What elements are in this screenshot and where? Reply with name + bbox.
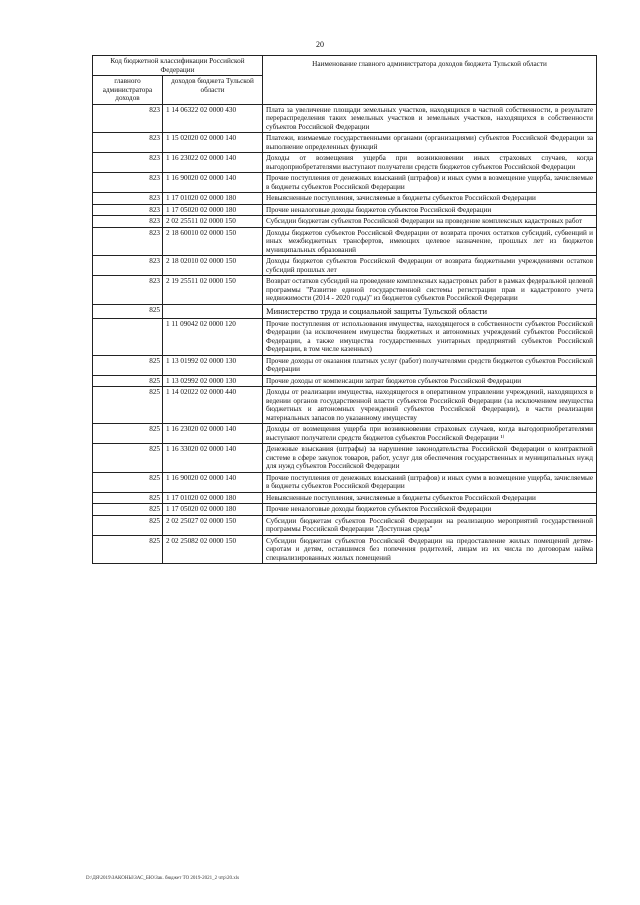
admin-code-cell: 823 xyxy=(93,193,163,205)
income-name-cell: Доходы бюджетов субъектов Российской Федерации от возврата прочих остатков субсидий, субвенций и иных межбюджетных трансфертов, имеющих целевое назначение, прошлых лет из бюджетов муниципальных образований xyxy=(263,227,597,256)
income-code-cell: 1 17 01020 02 0000 180 xyxy=(163,492,263,504)
income-code-cell: 2 18 02010 02 0000 150 xyxy=(163,256,263,276)
table-row xyxy=(93,355,597,375)
income-code-cell: 1 15 02020 02 0000 140 xyxy=(163,133,263,153)
income-code-cell: 2 18 60010 02 0000 150 xyxy=(163,227,263,256)
table-row xyxy=(93,133,597,153)
admin-code-cell: 825 xyxy=(93,424,163,444)
income-code-cell: 1 16 90020 02 0000 140 xyxy=(163,472,263,492)
income-code-cell: 1 14 06322 02 0000 430 xyxy=(163,104,263,133)
section-row xyxy=(93,304,597,318)
table-row xyxy=(93,515,597,535)
file-path-footer: D:\ДЯ\2019\ЗАКОНЫ\ЗАС_БЮ\Зак. бюджет ТО 2019-2021_2 чтр\20.xls xyxy=(86,876,240,881)
table-row xyxy=(93,318,597,355)
table-row xyxy=(93,375,597,387)
income-code-cell: 2 02 25027 02 0000 150 xyxy=(163,515,263,535)
admin-code-cell: 825 xyxy=(93,492,163,504)
admin-code-cell: 823 xyxy=(93,133,163,153)
table-row xyxy=(93,256,597,276)
table-row xyxy=(93,535,597,564)
income-code-cell: 1 17 05020 02 0000 180 xyxy=(163,504,263,516)
table-row xyxy=(93,216,597,228)
income-code-cell: 1 17 05020 02 0000 180 xyxy=(163,204,263,216)
header-name-col: Наименование главного администратора доходов бюджета Тульской области xyxy=(263,56,597,105)
table-row xyxy=(93,153,597,173)
income-name-cell: Прочие поступления от использования имущества, находящегося в собственности субъектов Российской Федерации (за исключением имущества бюджетных и автономных учреждений субъектов Российской Федерации, а также имущества государственных унитарных предприятий субъектов Российской Федерации, в том числе казенных) xyxy=(263,318,597,355)
table-row xyxy=(93,276,597,305)
table-row xyxy=(93,444,597,473)
income-code-cell: 1 16 23022 02 0000 140 xyxy=(163,153,263,173)
admin-code-cell: 823 xyxy=(93,204,163,216)
income-name-cell: Прочие поступления от денежных взысканий (штрафов) и иных сумм в возмещение ущерба, зачисляемые в бюджеты субъектов Российской Федерации xyxy=(263,472,597,492)
page-number: 20 xyxy=(316,40,324,49)
admin-code-cell: 825 xyxy=(93,444,163,473)
income-name-cell: Невыясненные поступления, зачисляемые в бюджеты субъектов Российской Федерации xyxy=(263,492,597,504)
income-name-cell: Прочие поступления от денежных взысканий (штрафов) и иных сумм в возмещение ущерба, зачисляемые в бюджеты субъектов Российской Федерации xyxy=(263,173,597,193)
table-row xyxy=(93,193,597,205)
admin-code-cell: 823 xyxy=(93,173,163,193)
income-name-cell: Субсидии бюджетам субъектов Российской Федерации на предоставление жилых помещений детям-сиротам и детям, оставшимся без попечения родителей, лицам из их числа по договорам найма специализированных жилых помещений xyxy=(263,535,597,564)
admin-code-cell: 825 xyxy=(93,375,163,387)
table-row xyxy=(93,173,597,193)
income-name-cell: Субсидии бюджетам субъектов Российской Федерации на проведение комплексных кадастровых работ xyxy=(263,216,597,228)
income-name-cell: Невыясненные поступления, зачисляемые в бюджеты субъектов Российской Федерации xyxy=(263,193,597,205)
income-code-cell: 1 16 23020 02 0000 140 xyxy=(163,424,263,444)
income-name-cell: Доходы от возмещения ущерба при возникновении страховых случаев, когда выгодоприобретателями выступают получатели средств бюджетов субъектов Российской Федерации ¹⁾ xyxy=(263,424,597,444)
income-code-cell: 1 13 02992 02 0000 130 xyxy=(163,375,263,387)
table-row xyxy=(93,504,597,516)
income-name-cell: Доходы от реализации имущества, находящегося в оперативном управлении учреждений, находящихся в ведении органов государственной власти субъектов Российской Федерации (за исключением имущества бюджетных и автономных учреждений субъектов Российской Федерации), в части реализации материальных запасов по указанному имуществу xyxy=(263,387,597,424)
income-name-cell: Денежные взыскания (штрафы) за нарушение законодательства Российской Федерации о контрактной системе в сфере закупок товаров, работ, услуг для обеспечения государственных и муниципальных нужд для нужд субъектов Российской Федерации xyxy=(263,444,597,473)
admin-code-cell: 823 xyxy=(93,216,163,228)
income-name-cell: Прочие доходы от компенсации затрат бюджетов субъектов Российской Федерации xyxy=(263,375,597,387)
header-row-1 xyxy=(93,56,597,76)
income-code-cell: 1 11 09042 02 0000 120 xyxy=(163,318,263,355)
income-code-cell: 2 02 25511 02 0000 150 xyxy=(163,216,263,228)
admin-code-cell: 825 xyxy=(93,304,163,318)
admin-code-cell xyxy=(93,318,163,355)
admin-code-cell: 825 xyxy=(93,472,163,492)
income-name-cell: Доходы бюджетов субъектов Российской Федерации от возврата бюджетными учреждениями остатков субсидий прошлых лет xyxy=(263,256,597,276)
admin-code-cell: 823 xyxy=(93,276,163,305)
income-name-cell: Министерство труда и социальной защиты Тульской области xyxy=(263,304,597,318)
income-code-cell: 1 16 33020 02 0000 140 xyxy=(163,444,263,473)
table-row xyxy=(93,104,597,133)
income-code-cell: 1 16 90020 02 0000 140 xyxy=(163,173,263,193)
admin-code-cell: 823 xyxy=(93,153,163,173)
table-row xyxy=(93,472,597,492)
income-code-cell: 2 19 25511 02 0000 150 xyxy=(163,276,263,305)
income-name-cell: Возврат остатков субсидий на проведение комплексных кадастровых работ в рамках федеральной целевой программы "Развитие единой государственной системы регистрации прав и кадастрового учета недвижимости (2014 - 2020 годы)" из бюджетов субъектов Российской Федерации xyxy=(263,276,597,305)
income-code-cell: 1 14 02022 02 0000 440 xyxy=(163,387,263,424)
admin-code-cell: 825 xyxy=(93,515,163,535)
income-name-cell: Доходы от возмещения ущерба при возникновении иных страховых случаев, когда выгодоприобретателями выступают получатели средств бюджетов субъектов Российской Федерации xyxy=(263,153,597,173)
header-code-group: Код бюджетной классификации Российской Федерации xyxy=(93,56,263,76)
table-row xyxy=(93,492,597,504)
header-income-col: доходов бюджета Тульской области xyxy=(163,76,263,105)
income-name-cell: Прочие неналоговые доходы бюджетов субъектов Российской Федерации xyxy=(263,204,597,216)
income-code-cell xyxy=(163,304,263,318)
table-row xyxy=(93,424,597,444)
table-row xyxy=(93,204,597,216)
income-code-cell: 2 02 25082 02 0000 150 xyxy=(163,535,263,564)
income-name-cell: Прочие неналоговые доходы бюджетов субъектов Российской Федерации xyxy=(263,504,597,516)
admin-code-cell: 823 xyxy=(93,104,163,133)
admin-code-cell: 825 xyxy=(93,355,163,375)
header-admin-col: главного администратора доходов xyxy=(93,76,163,105)
table-row xyxy=(93,387,597,424)
admin-code-cell: 825 xyxy=(93,535,163,564)
budget-income-table xyxy=(92,55,597,564)
income-name-cell: Прочие доходы от оказания платных услуг (работ) получателями средств бюджетов субъектов Российской Федерации xyxy=(263,355,597,375)
income-name-cell: Субсидии бюджетам субъектов Российской Федерации на реализацию мероприятий государственной программы Российской Федерации "Доступная среда" xyxy=(263,515,597,535)
admin-code-cell: 825 xyxy=(93,387,163,424)
table-row xyxy=(93,227,597,256)
income-code-cell: 1 13 01992 02 0000 130 xyxy=(163,355,263,375)
admin-code-cell: 823 xyxy=(93,256,163,276)
income-name-cell: Платежи, взимаемые государственными органами (организациями) субъектов Российской Федерации за выполнение определенных функций xyxy=(263,133,597,153)
admin-code-cell: 823 xyxy=(93,227,163,256)
admin-code-cell: 825 xyxy=(93,504,163,516)
income-name-cell: Плата за увеличение площади земельных участков, находящихся в частной собственности, в результате перераспределения таких земельных участков и земельных участков, находящихся в собственности субъектов Российской Федерации xyxy=(263,104,597,133)
income-code-cell: 1 17 01020 02 0000 180 xyxy=(163,193,263,205)
